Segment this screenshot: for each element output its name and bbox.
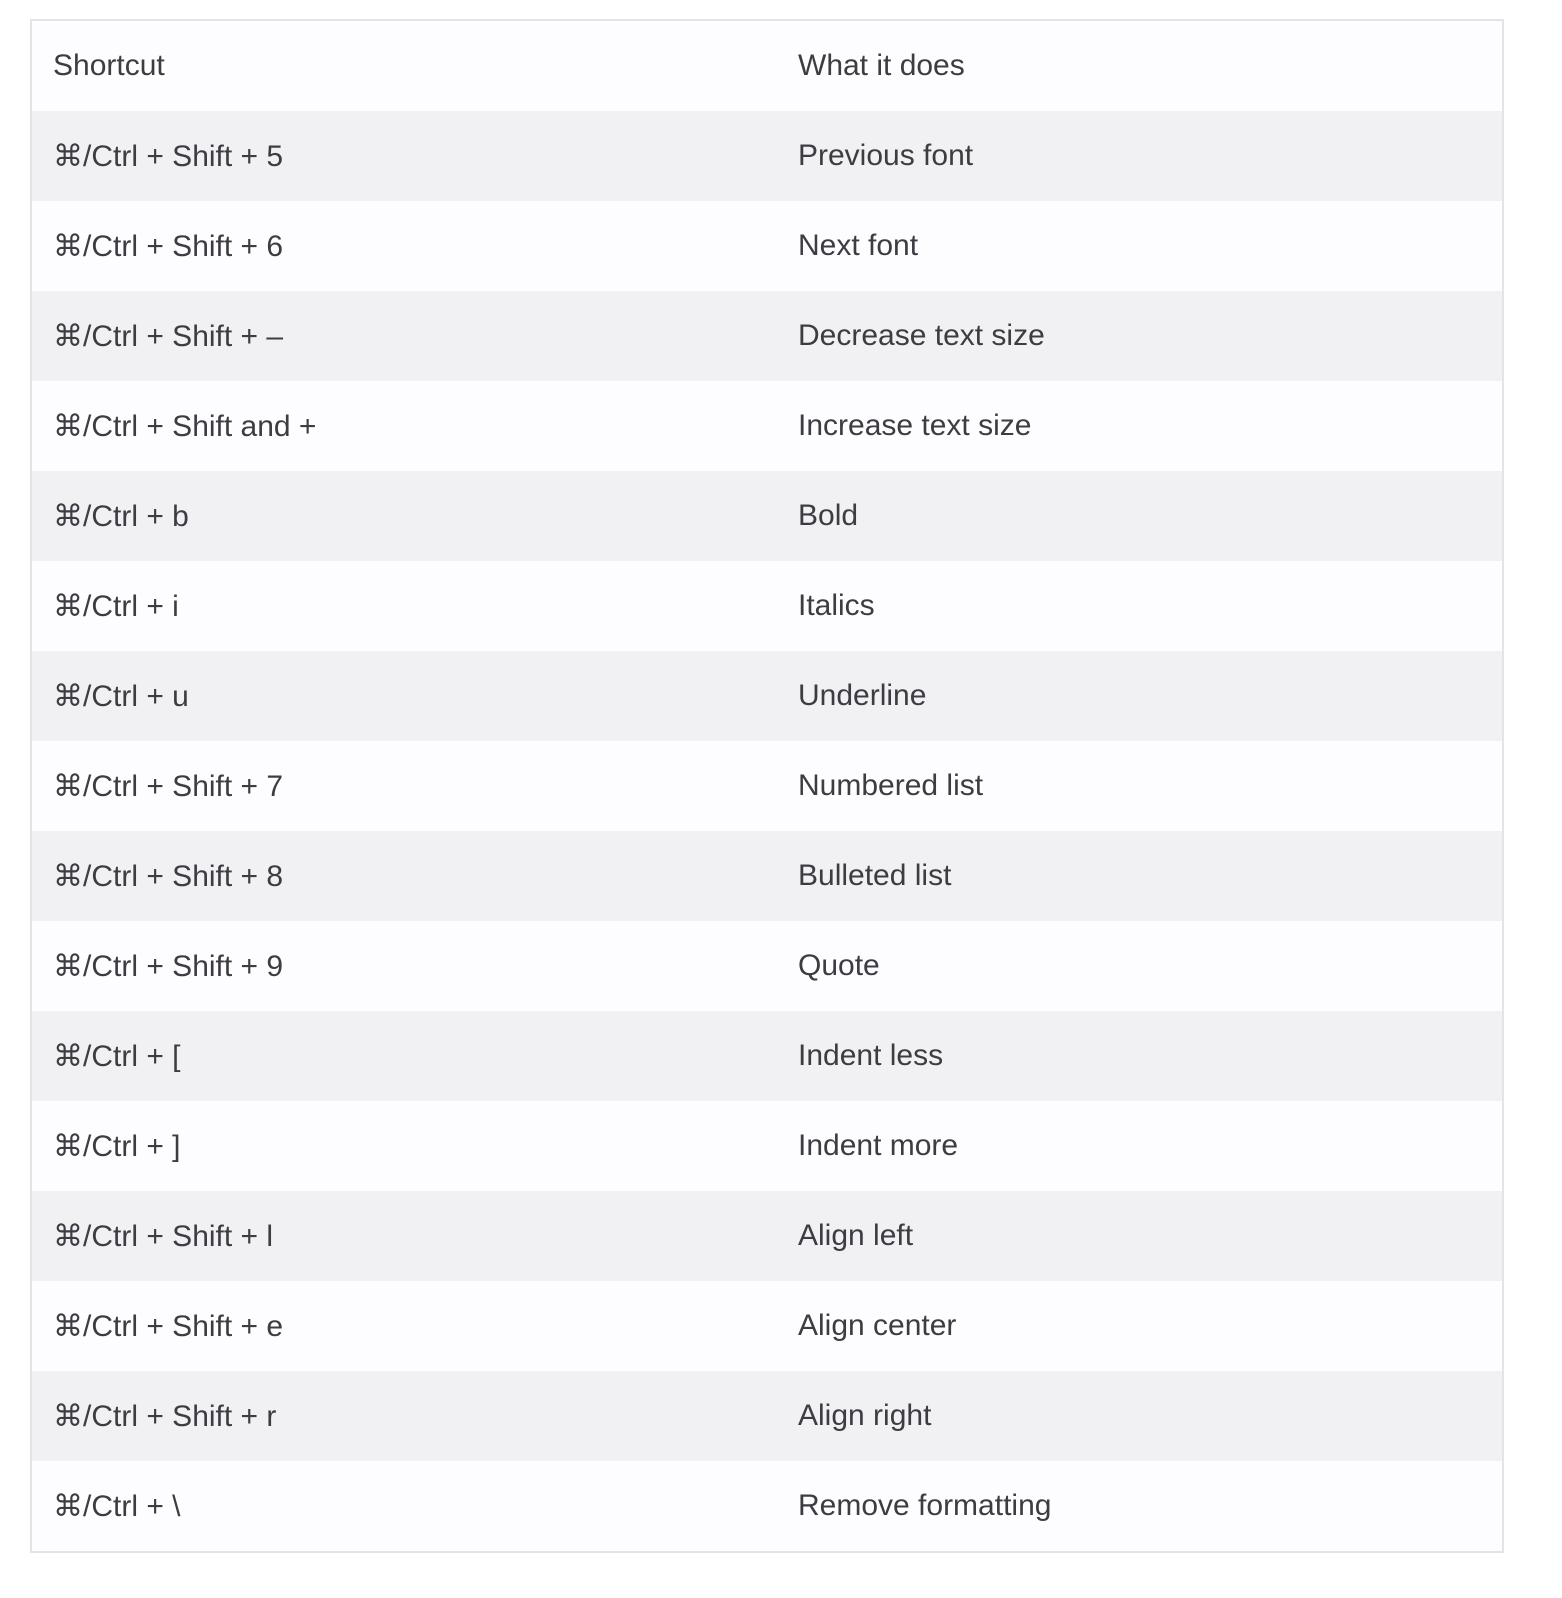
shortcut-cell: ⌘/Ctrl + u: [53, 679, 189, 713]
description-cell: Align right: [798, 1399, 932, 1432]
table-row: [32, 1191, 1502, 1281]
description-cell: Italics: [798, 589, 875, 622]
shortcut-cell: ⌘/Ctrl + i: [53, 589, 179, 623]
description-cell: Align center: [798, 1309, 957, 1342]
table-row: [32, 1281, 1502, 1371]
shortcuts-table-container: [30, 19, 1504, 1553]
description-cell: Numbered list: [798, 769, 984, 802]
description-cell: Remove formatting: [798, 1489, 1052, 1522]
table-row: [32, 651, 1502, 741]
shortcut-cell: ⌘/Ctrl + Shift + 6: [53, 229, 284, 263]
table-row: [32, 1461, 1502, 1551]
table-row: [32, 921, 1502, 1011]
table-header: [32, 21, 1502, 111]
table-row: [32, 1101, 1502, 1191]
shortcut-cell: ⌘/Ctrl + Shift + 7: [53, 769, 284, 803]
shortcut-cell: ⌘/Ctrl + b: [53, 499, 189, 533]
description-cell: Indent more: [798, 1129, 959, 1162]
header-what-it-does: What it does: [798, 49, 965, 82]
description-cell: Bulleted list: [798, 859, 952, 892]
shortcut-cell: ⌘/Ctrl + Shift + l: [53, 1219, 274, 1253]
table-row: [32, 471, 1502, 561]
shortcut-cell: ⌘/Ctrl + \: [53, 1489, 181, 1523]
description-cell: Previous font: [798, 139, 974, 172]
table-row: [32, 741, 1502, 831]
description-cell: Align left: [798, 1219, 914, 1252]
table-row: [32, 1371, 1502, 1461]
shortcut-cell: ⌘/Ctrl + Shift + –: [53, 319, 284, 353]
table-row: [32, 291, 1502, 381]
table-body: [32, 111, 1502, 1551]
shortcut-cell: ⌘/Ctrl + Shift and +: [53, 409, 317, 443]
header-shortcut: Shortcut: [53, 49, 165, 82]
description-cell: Next font: [798, 229, 919, 262]
shortcut-cell: ⌘/Ctrl + Shift + 9: [53, 949, 284, 983]
shortcut-cell: ⌘/Ctrl + Shift + r: [53, 1399, 277, 1433]
shortcut-cell: ⌘/Ctrl + Shift + e: [53, 1309, 284, 1343]
description-cell: Increase text size: [798, 409, 1032, 442]
shortcut-cell: ⌘/Ctrl + Shift + 8: [53, 859, 284, 893]
shortcut-cell: ⌘/Ctrl + [: [53, 1039, 181, 1073]
shortcut-cell: ⌘/Ctrl + Shift + 5: [53, 139, 284, 173]
shortcuts-table: [32, 21, 1502, 1551]
description-cell: Underline: [798, 679, 927, 712]
table-row: [32, 381, 1502, 471]
table-row: [32, 111, 1502, 201]
description-cell: Indent less: [798, 1039, 944, 1072]
header-row: [32, 21, 1502, 111]
table-row: [32, 1011, 1502, 1101]
description-cell: Quote: [798, 949, 880, 982]
table-row: [32, 561, 1502, 651]
description-cell: Decrease text size: [798, 319, 1045, 352]
shortcut-cell: ⌘/Ctrl + ]: [53, 1129, 181, 1163]
table-row: [32, 201, 1502, 291]
table-row: [32, 831, 1502, 921]
description-cell: Bold: [798, 499, 859, 532]
